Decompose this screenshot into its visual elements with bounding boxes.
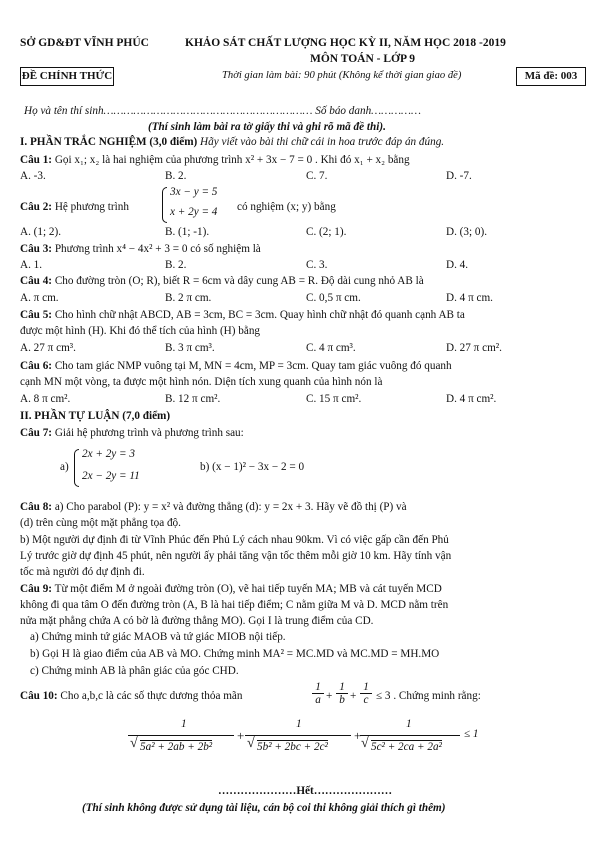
q4-option-d: D. 4 π cm. (446, 292, 493, 304)
q7-system-brace (74, 449, 79, 487)
q4-option-a: A. π cm. (20, 292, 59, 304)
q1-option-d: D. -7. (446, 170, 472, 182)
plus-sign: + (354, 728, 362, 743)
subject-line: MÔN TOÁN - LỚP 9 (310, 53, 415, 65)
q10-text: Cho a,b,c là các số thực dương thỏa mãn (57, 690, 243, 702)
exam-code: Mã đề: 003 (516, 67, 586, 86)
q8-label: Câu 8: (20, 501, 53, 513)
q1-option-b: B. 2. (165, 170, 187, 182)
q6-line1: Cho tam giác NMP vuông tại M, MN = 4cm, MP = 3cm. Quay tam giác vuông đó quanh (52, 360, 452, 372)
q6-option-c: C. 15 π cm². (306, 393, 362, 405)
end-marker: …………………Hết………………… (218, 785, 393, 797)
q9-line3: nửa mặt phẳng chứa A có bờ là đường thẳng MO). Gọi I là trung điểm của CD. (20, 615, 374, 627)
q1-option-c: C. 7. (306, 170, 328, 182)
q10-cond-tail: ≤ 3 . Chứng minh rằng: (376, 690, 481, 702)
q2-eq1: 3x − y = 5 (170, 186, 218, 198)
question-9 (20, 583, 442, 596)
q3-option-a: A. 1. (20, 259, 43, 271)
exam-title: KHẢO SÁT CHẤT LƯỢNG HỌC KỲ II, NĂM HỌC 2018 -2019 (185, 37, 506, 49)
q8-line4: Lý trước giờ dự định 45 phút, nên người ấy phải tăng vận tốc thêm mỗi giờ 10 km. Hãy tính vận (20, 550, 452, 562)
question-4 (20, 275, 424, 288)
q5-option-c: C. 4 π cm³. (306, 342, 356, 354)
q6-line2: cạnh MN một vòng, ta được một hình nón. Diện tích xung quanh của hình nón là (20, 376, 383, 388)
q10-num-2: 1 (296, 718, 302, 730)
q10-num-3: 1 (406, 718, 412, 730)
q2-option-a: A. (1; 2). (20, 226, 62, 238)
department-name: SỞ GD&ĐT VĨNH PHÚC (20, 37, 149, 49)
q7-label: Câu 7: (20, 427, 53, 439)
q1-text: Gọi x₁; x₂ là hai nghiệm của phương trình x² + 3x − 7 = 0 . Khi đó x₁ + x₂ bằng (52, 154, 410, 166)
q3-option-c: C. 3. (306, 259, 328, 271)
q5-option-d: D. 27 π cm². (446, 342, 502, 354)
question-5 (20, 309, 465, 322)
q10-cond-frac-a (312, 681, 324, 706)
q9-line1: Từ một điểm M ở ngoài đường tròn (O), vẽ hai tiếp tuyến MA; MB và cát tuyến MCD (52, 583, 442, 595)
question-10 (20, 690, 242, 703)
frac-num: 1 (336, 681, 348, 694)
q10-cond-frac-b (336, 681, 348, 706)
part2-title: II. PHẦN TỰ LUẬN (7,0 điểm) (20, 410, 171, 422)
q6-option-d: D. 4 π cm². (446, 393, 497, 405)
q6-option-b: B. 12 π cm². (165, 393, 221, 405)
official-label: ĐỀ CHÍNH THỨC (20, 67, 114, 86)
student-info-line: Họ và tên thí sinh……………………………………………………… Số báo danh…………… (24, 105, 421, 117)
q2-option-c: C. (2; 1). (306, 226, 347, 238)
frac-den: c (363, 694, 369, 706)
question-2 (20, 201, 129, 214)
q10-num-1: 1 (181, 718, 187, 730)
q10-den-2: √ 5b² + 2bc + 2c² (257, 740, 328, 753)
q3-option-b: B. 2. (165, 259, 187, 271)
frac-num: 1 (360, 681, 372, 694)
q8-line1: a) Cho parabol (P): y = x² và đường thẳng (d): y = 2x + 3. Hãy vẽ đồ thị (P) và (52, 501, 407, 513)
q1-option-a: A. -3. (20, 170, 46, 182)
question-6 (20, 360, 452, 373)
q2-text-after: có nghiệm (x; y) bằng (237, 201, 336, 213)
q10-frac-bar-1 (128, 735, 234, 736)
plus-sign: + (350, 690, 357, 702)
q5-line1: Cho hình chữ nhật ABCD, AB = 3cm, BC = 3cm. Quay hình chữ nhật đó quanh cạnh AB ta (52, 309, 465, 321)
plus-sign: + (326, 690, 333, 702)
q3-option-d: D. 4. (446, 259, 469, 271)
q9-label: Câu 9: (20, 583, 53, 595)
q10-frac-bar-3 (360, 735, 460, 736)
q6-option-a: A. 8 π cm². (20, 393, 71, 405)
frac-den: a (315, 694, 321, 706)
q10-den-3: √ 5c² + 2ca + 2a² (371, 740, 442, 753)
q5-label: Câu 5: (20, 309, 53, 321)
q4-option-b: B. 2 π cm. (165, 292, 212, 304)
q2-option-b: B. (1; -1). (165, 226, 210, 238)
q7-a-eq2: 2x − 2y = 11 (82, 470, 140, 482)
q1-label: Câu 1: (20, 154, 53, 166)
q7-b: b) (x − 1)² − 3x − 2 = 0 (200, 461, 305, 473)
frac-den: b (339, 694, 345, 706)
q10-den-1: √ 5a² + 2ab + 2b² (140, 740, 212, 753)
q8-line2: (d) trên cùng một mặt phẳng tọa độ. (20, 517, 181, 529)
q9-line2: không đi qua tâm O đến đường tròn (A, B là hai tiếp điểm; C nằm giữa M và D. MCD nằm trên (20, 599, 449, 611)
question-3 (20, 243, 261, 256)
q9-part-c: c) Chứng minh AB là phân giác của góc CHD. (30, 665, 239, 677)
part1-heading (20, 136, 444, 149)
q5-line2: được một hình (H). Khi đó thể tích của hình (H) bằng (20, 325, 261, 337)
question-1 (20, 154, 410, 167)
q8-line3: b) Một người dự định đi từ Vĩnh Phúc đến Phủ Lý cách nhau 90km. Vì có việc gấp cần đến Phủ (20, 534, 449, 546)
q2-eq2: x + 2y = 4 (170, 206, 218, 218)
q4-label: Câu 4: (20, 275, 53, 287)
q8-line5: tốc mà người đó dự định đi. (20, 566, 145, 578)
q5-option-b: B. 3 π cm³. (165, 342, 215, 354)
q2-option-d: D. (3; 0). (446, 226, 488, 238)
q10-frac-bar-2 (245, 735, 351, 736)
q6-label: Câu 6: (20, 360, 53, 372)
q10-label: Câu 10: (20, 690, 58, 702)
time-note: Thời gian làm bài: 90 phút (Không kể thời gian giao đề) (222, 70, 462, 81)
q2-text: Hệ phương trình (52, 201, 129, 213)
part1-note: Hãy viết vào bài thi chữ cái in hoa trước đáp án đúng. (197, 136, 445, 148)
question-7 (20, 427, 244, 440)
q9-part-a: a) Chứng minh tứ giác MAOB và tứ giác MIOB nội tiếp. (30, 631, 286, 643)
q2-label: Câu 2: (20, 201, 53, 213)
plus-sign: + (237, 728, 245, 743)
q4-text: Cho đường tròn (O; R), biết R = 6cm và dây cung AB = R. Độ dài cung nhỏ AB là (52, 275, 424, 287)
q7-a-label: a) (60, 461, 69, 473)
q7-a-eq1: 2x + 2y = 3 (82, 448, 135, 460)
q3-text: Phương trình x⁴ − 4x² + 3 = 0 có số nghiệm là (52, 243, 261, 255)
q10-cond-frac-c (360, 681, 372, 706)
frac-num: 1 (312, 681, 324, 694)
q9-part-b: b) Gọi H là giao điểm của AB và MO. Chứng minh MA² = MC.MD và MC.MD = MH.MO (30, 648, 440, 660)
part1-title: I. PHẦN TRẮC NGHIỆM (3,0 điểm) (20, 136, 198, 148)
q4-option-c: C. 0,5 π cm. (306, 292, 361, 304)
question-8 (20, 501, 407, 514)
q3-label: Câu 3: (20, 243, 53, 255)
q7-text: Giải hệ phương trình và phương trình sau: (52, 427, 244, 439)
q5-option-a: A. 27 π cm³. (20, 342, 76, 354)
q10-tail: ≤ 1 (464, 728, 479, 740)
footer-note: (Thí sinh không được sử dụng tài liệu, cán bộ coi thi không giải thích gì thêm) (82, 802, 446, 814)
q2-system-brace (162, 187, 167, 223)
instruction: (Thí sinh làm bài ra tờ giấy thi và ghi rõ mã đề thi). (148, 121, 386, 133)
